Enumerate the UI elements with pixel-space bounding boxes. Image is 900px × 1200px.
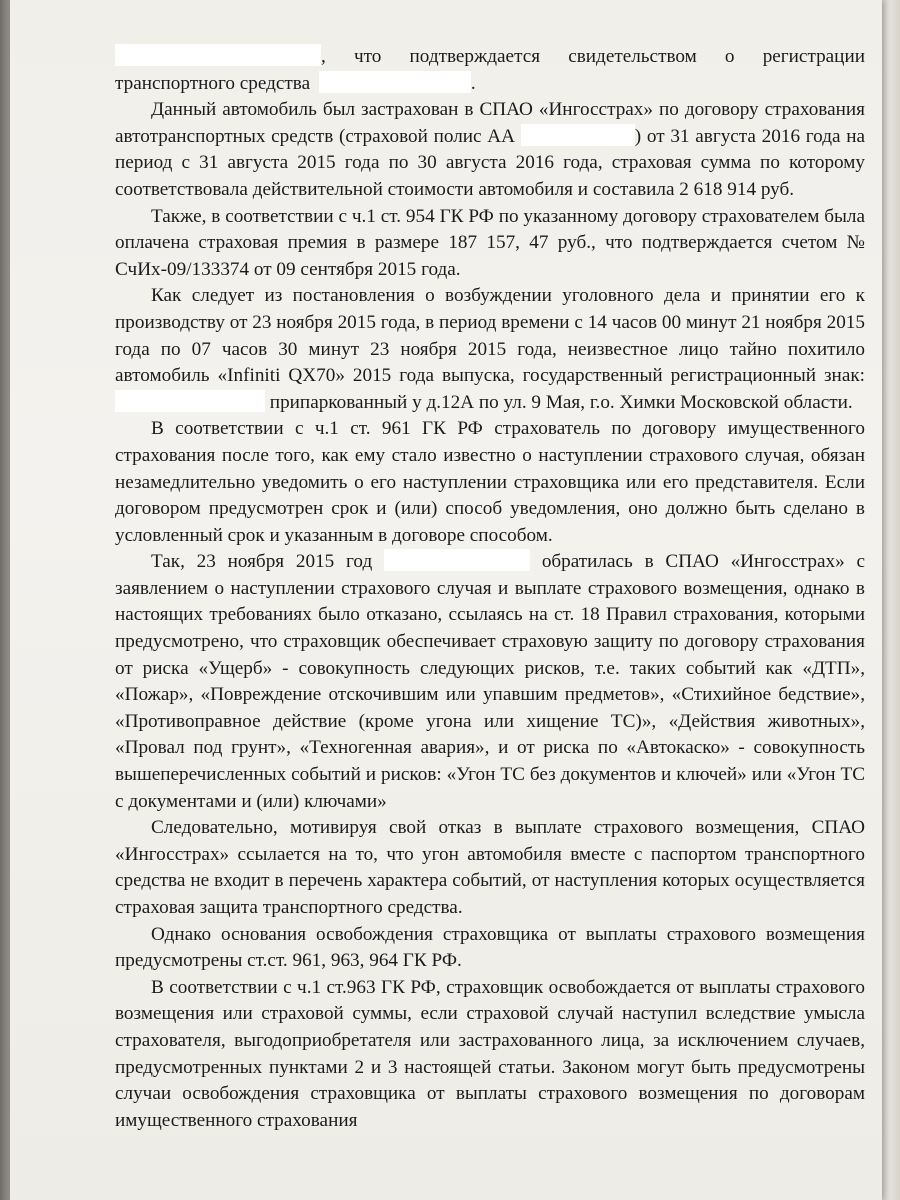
paragraph-text: , что подтверждается свидетельством о регистрации транспортного средства	[115, 46, 865, 94]
paragraph-grounds: Однако основания освобождения страховщика от выплаты страхового возмещения предусмотрены ст.ст. 961, 963, 964 ГК РФ.	[115, 923, 865, 972]
paragraph-text: ) от 31 августа 2016 года на период с 31 августа 2015 года по 30 августа 2016 года, страховая сумма по которому соответствовала действительной стоимости автомобиля и составила 2 618 914 руб.	[115, 125, 865, 200]
paragraph-notification-duty: В соответствии с ч.1 ст. 961 ГК РФ страхователь по договору имущественного страхования после того, как ему стало известно о наступлении страхового случая, обязан незамедлительно уведомить о его наступлении страховщика или его представителя. Если договором предусмотрен срок и (или) способ уведомления, оно должно быть сделано в условленный срок и указанным в договоре способом.	[115, 418, 865, 546]
paragraph-text: обратилась в СПАО «Ингосстрах» с заявлением о наступлении страхового случая и выплате страхового возмещения, однако в настоящих требованиях было отказано, ссылаясь на ст. 18 Правил страхования, которыми предусмотрено, что страховщик обеспечивает страховую защиту по договору страхования от риска «Ущерб» - совокупность следующих рисков, т.е. таких событий как «ДТП», «Пожар», «Повреждение отскочившим или упавшим предметов», «Стихийное бедствие», «Противоправное действие (кроме угона или хищение ТС)», «Действия животных», «Провал под грунт», «Техногенная авария», и от риска по «Автокаско» - совокупность вышеперечисленных событий и рисков: «Угон ТС без документов и ключей» или «Угон ТС с документами и (или) ключами»	[115, 551, 866, 812]
paragraph-text: припаркованный у д.12А по ул. 9 Мая, г.о. Химки Московской области.	[269, 391, 853, 413]
redacted-block	[319, 71, 471, 93]
document-body	[115, 44, 865, 1134]
paragraph-text: .	[470, 72, 476, 94]
paragraph-insurance-policy	[115, 97, 865, 203]
paragraph-registration	[115, 44, 865, 97]
paragraph-text: Данный автомобиль был застрахован в СПАО «Ингосстрах» по договору страхования автотранспортных средств (страховой полис АА	[115, 99, 865, 147]
paragraph-premium: Также, в соответствии с ч.1 ст. 954 ГК РФ по указанному договору страхователем была оплачена страховая премия в размере 187 157, 47 руб., что подтверждается счетом № СчИх-09/133374 от 09 сентября 2015 года.	[115, 205, 865, 280]
redacted-block	[384, 549, 530, 571]
paragraph-claim-refusal	[115, 549, 865, 815]
redacted-block	[115, 390, 265, 412]
paragraph-theft	[115, 283, 865, 416]
document-page	[10, 0, 882, 1200]
paragraph-text: Как следует из постановления о возбуждении уголовного дела и принятии его к производству от 23 ноября 2015 года, в период времени с 14 часов 00 минут 21 ноября 2015 года по 07 часов 30 минут 23 ноября 2015 года, неизвестное лицо тайно похитило автомобиль «Infiniti QX70» 2015 года выпуска, государственный регистрационный знак:	[115, 285, 865, 387]
redacted-block	[115, 44, 321, 66]
paragraph-article-963: В соответствии с ч.1 ст.963 ГК РФ, страховщик освобождается от выплаты страхового возмещения или страховой суммы, если страховой случай наступил вследствие умысла страхователя, выгодоприобретателя или застрахованного лица, за исключением случаев, предусмотренных пунктами 2 и 3 настоящей статьи. Законом могут быть предусмотрены случаи освобождения страховщика от выплаты страхового возмещения по договорам имущественного страхования	[115, 976, 865, 1131]
paragraph-consequently: Следовательно, мотивируя свой отказ в выплате страхового возмещения, СПАО «Ингосстрах» ссылается на то, что угон автомобиля вместе с паспортом транспортного средства не входит в перечень характера событий, от наступления которых осуществляется страховая защита транспортного средства.	[115, 817, 865, 918]
paragraph-text: Так, 23 ноября 2015 год	[151, 551, 373, 573]
redacted-block	[521, 124, 635, 146]
